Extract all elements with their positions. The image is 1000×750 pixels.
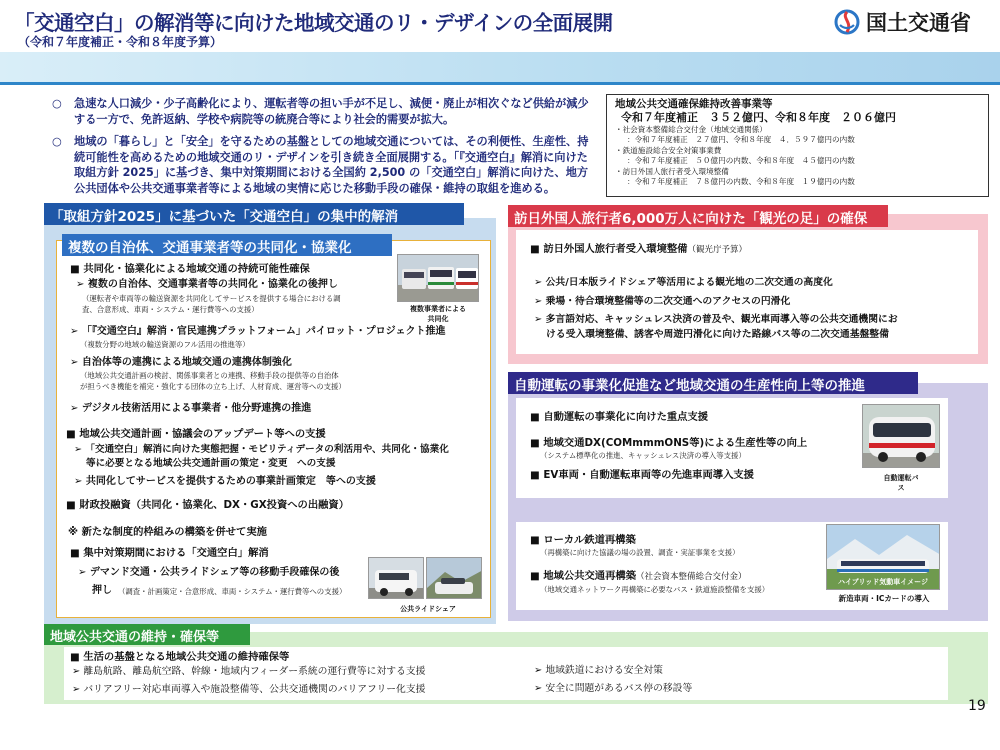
left-s2a1: ➢ 「交通空白」解消に向けた実態把握・モビリティデータの利活用や、共同化・協業化 [74, 444, 449, 455]
header-band-line [0, 82, 1000, 85]
left-s1a: ➢ 複数の自治体、交通事業者等の共同化・協業化の後押し [76, 279, 338, 290]
left-s2b: ➢ 共同化してサービスを提供するための事業計画策定 等への支援 [74, 476, 376, 487]
left-s5a1: ➢ デマンド交通・公共ライドシェア等の移動手段確保の後 [78, 567, 340, 578]
photo-joint-caption-1: 複数事業者による [410, 305, 466, 313]
photo-hybrid-caption-1: ハイブリッド気動車イメージ [837, 578, 929, 586]
header-band [0, 52, 1000, 82]
left-s3: ■ 財政投融資（共同化・協業化、DX・GX投資への出融資） [66, 499, 350, 511]
mlit-logo-icon [834, 8, 860, 36]
intro-paragraph-2: ○ 地域の「暮らし」と「安全」を守るための基盤としての地域交通については、その利便性、生産性、持続可能性を高めるための地域交通のリ・デザインを引き続き全面展開する。「『交通空白』解消に向けた取組方針 2025」に基づき、集中対策期間における全国約 2,500 の「交通空白」解消に向けた、地方公共団体や公共交通事業者等による地域の実情に応じた移動手段の確保・維持の取組を進める。 [52, 135, 589, 195]
logo-text: 国土交通省 [866, 11, 971, 35]
productivity-section-header: 自動運転の事業化促進など地域交通の生産性向上等の推進 [508, 372, 918, 394]
photo-rideshare-van [368, 557, 424, 599]
tourism-sec: ■ 訪日外国人旅行者受入環境整備（観光庁予算） [530, 243, 747, 255]
left-s5a2: 押し [92, 585, 112, 596]
left-s5: ■ 集中対策期間における「交通空白」解消 [70, 547, 269, 559]
intro-paragraph-1: ○ 急速な人口減少・少子高齢化により、運転者等の担い手が不足し、減便・廃止が相次ぐなど供給が減少する一方で、免許返納、学校や病院等の統廃合等により社会的需要が拡大。 [52, 97, 589, 126]
maintenance-item-l2: ➢ バリアフリー対応車両導入や施設整備等、公共交通機関のバリアフリー化支援 [72, 684, 426, 695]
left-s1c: ➢ 自治体等の連携による地域交通の連携体制強化 [70, 357, 292, 368]
page-number: 19 [968, 698, 986, 714]
budget-item: ：令和７年度補正 ７８億円の内数、令和８年度 １９億円の内数 [627, 177, 855, 187]
page-subtitle: （令和７年度補正・令和８年度予算） [18, 35, 223, 49]
tourism-item-3b: ける受入環境整備、誘客や周遊円滑化に向けた路線バス等の二次交通基盤整備 [546, 329, 889, 340]
photo-rideshare-caption: 公共ライドシェア [400, 605, 456, 613]
circle-bullet-icon: ○ [52, 135, 62, 148]
circle-bullet-icon: ○ [52, 97, 62, 110]
left-s1a-note1: （運転者や車両等の輸送資源を共同化してサービスを提供する場合における調 [82, 294, 341, 303]
maintenance-sec: ■ 生活の基盤となる地域公共交通の維持確保等 [70, 651, 290, 663]
budget-item: ・鉄道施設総合安全対策事業費 [615, 145, 722, 155]
photo-rideshare-car [426, 557, 482, 599]
left-s1b-note: （複数分野の地域の輸送資源のフル活用の推進等） [80, 340, 250, 349]
budget-item: ・訪日外国人旅行者受入環境整備 [615, 166, 729, 176]
left-s1c-note2: が担うべき機能を補完・強化する団体の立ち上げ、人材育成、運営等への支援） [80, 382, 346, 391]
maintenance-section-header: 地域公共交通の維持・確保等 [44, 624, 250, 645]
maintenance-item-l1: ➢ 離島航路、離島航空路、幹線・地域内フィーダー系統の運行費等に対する支援 [72, 666, 426, 677]
tourism-item-2: ➢ 乗場・待合環境整備等の二次交通へのアクセスの円滑化 [534, 296, 791, 307]
photo-autonomous-caption-1: 自動運転バ [883, 474, 919, 482]
left-section-header: 「取組方針2025」に基づいた「交通空白」の集中的解消 [44, 203, 464, 225]
budget-box [606, 94, 989, 197]
page-title: 「交通空白」の解消等に向けた地域交通のリ・デザインの全面展開 [14, 11, 613, 35]
budget-title: 地域公共交通確保維持改善事業等 [615, 98, 773, 110]
photo-autonomous-caption-2: ス [897, 484, 905, 492]
railway-item-2: ■ 地域公共交通再構築（社会資本整備総合交付金） [530, 570, 747, 582]
railway-item-1-note: （再構築に向けた協議の場の設置、調査・実証事業を支援） [540, 548, 740, 557]
intro-text [52, 96, 598, 203]
photo-autonomous-bus [862, 404, 940, 468]
budget-item: ：令和７年度補正 ２７億円、令和８年度 ４．５９７億円の内数 [627, 135, 855, 145]
left-s2a2: 等に必要となる地域公共交通計画の策定・変更 への支援 [86, 458, 336, 469]
left-s2: ■ 地域公共交通計画・協議会のアップデート等への支援 [66, 428, 326, 440]
left-inner-header: 複数の自治体、交通事業者等の共同化・協業化 [62, 234, 392, 256]
budget-total: 令和７年度補正 ３５２億円、令和８年度 ２０６億円 [621, 111, 896, 124]
maintenance-item-r2: ➢ 安全に問題があるバス停の移設等 [534, 683, 693, 694]
budget-item: ・社会資本整備総合交付金（地域交通関係） [615, 125, 767, 134]
budget-item: ：令和７年度補正 ５０億円の内数、令和８年度 ４５億円の内数 [627, 156, 855, 166]
autonomous-item-1: ■ 自動運転の事業化に向けた重点支援 [530, 411, 709, 423]
tourism-section-header: 訪日外国人旅行者6,000万人に向けた「観光の足」の確保 [508, 205, 888, 227]
mlit-logo [834, 5, 994, 39]
autonomous-item-3: ■ EV車両・自動運転車両等の先進車両導入支援 [530, 469, 754, 481]
maintenance-item-r1: ➢ 地域鉄道における安全対策 [534, 665, 663, 676]
autonomous-item-2: ■ 地域交通DX(COMmmmONS等)による生産性等の向上 [530, 437, 808, 449]
tourism-item-3a: ➢ 多言語対応、キャッシュレス決済の普及や、観光車両導入等の公共交通機関にお [534, 314, 898, 325]
left-s1d: ➢ デジタル技術活用による事業者・他分野連携の推進 [70, 403, 312, 414]
left-s1b: ➢ 「『交通空白』解消・官民連携プラットフォーム」パイロット・プロジェクト推進 [70, 326, 446, 337]
left-s1c-note1: （地域公共交通計画の検討、関係事業者との連携、移動手段の提供等の自治体 [80, 371, 339, 380]
tourism-item-1: ➢ 公共/日本版ライドシェア等活用による観光地の二次交通の高度化 [534, 277, 833, 288]
left-s4: ※ 新たな制度的枠組みの構築を併せて実施 [68, 526, 267, 538]
railway-item-1: ■ ローカル鉄道再構築 [530, 534, 636, 546]
left-s1a-note2: 査、合意形成、車両・システム・運行費等への支援） [82, 305, 259, 314]
left-s5a2-note: （調査・計画策定・合意形成、車両・システム・運行費等への支援） [118, 587, 347, 596]
autonomous-item-2-note: （システム標準化の推進、キャッシュレス決済の導入等支援） [540, 451, 746, 460]
photo-hybrid-caption-2: 新造車両・ICカードの導入 [838, 594, 930, 603]
left-s1: ■ 共同化・協業化による地域交通の持続可能性確保 [70, 263, 310, 275]
photo-joint-caption-2: 共同化 [427, 315, 449, 323]
railway-item-2-note: （地域交通ネットワーク再構築に必要なバス・鉄道施設整備を支援） [540, 585, 770, 594]
photo-joint-buses [397, 254, 479, 302]
